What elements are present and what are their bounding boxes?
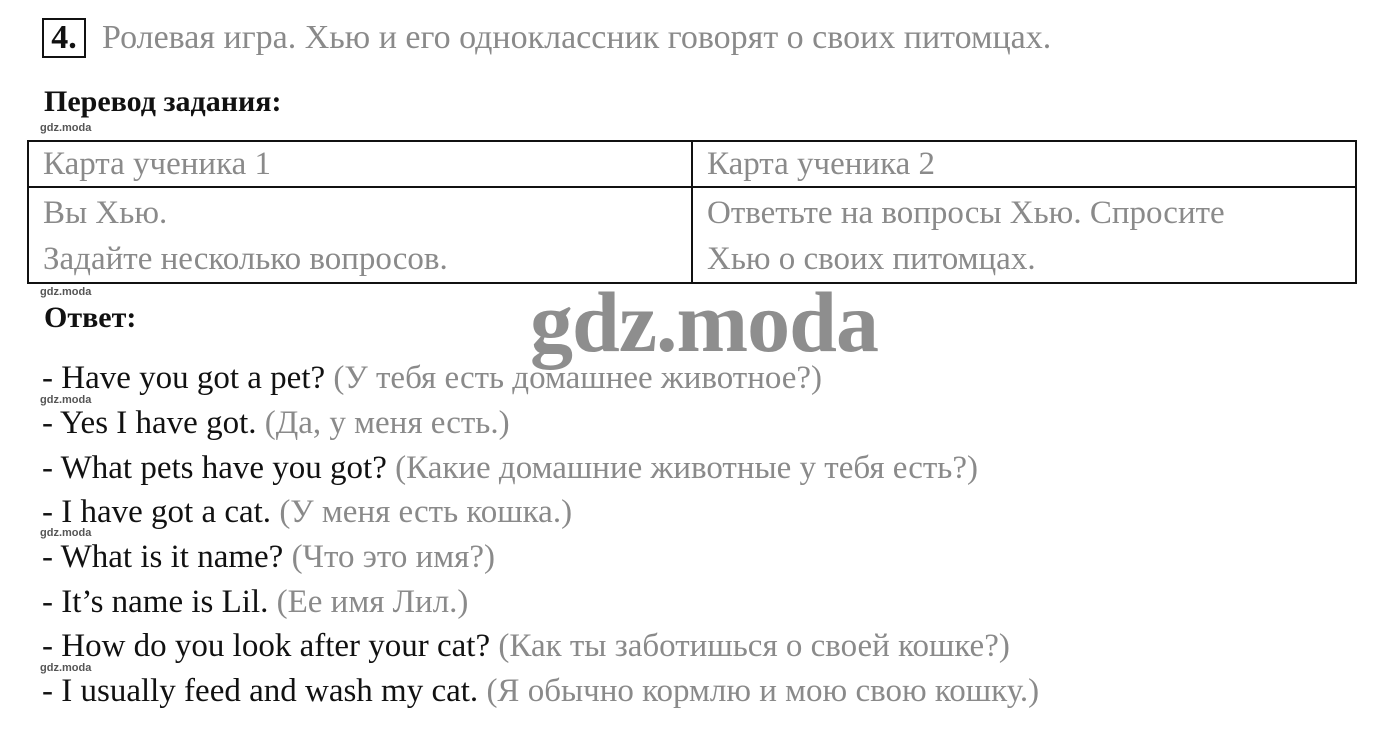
card-2-line: Ответьте на вопросы Хью. Спросите: [707, 195, 1225, 231]
dialogue-translation: (У тебя есть домашнее животное?): [333, 360, 823, 396]
card-1-line: Задайте несколько вопросов.: [43, 241, 448, 277]
dialogue-english: - How do you look after your cat?: [42, 628, 491, 664]
dialogue-line: [42, 490, 572, 534]
watermark-small: gdz.moda: [40, 122, 92, 134]
card-2-body: [692, 187, 1356, 283]
dialogue-translation: (Какие домашние животные у тебя есть?): [395, 450, 978, 486]
dialogue-english: - Have you got a pet?: [42, 360, 326, 396]
dialogue-translation: (У меня есть кошка.): [279, 494, 573, 530]
dialogue-line: [42, 356, 822, 400]
dialogue-line: [42, 669, 1039, 713]
card-1-body: [28, 187, 692, 283]
watermark-small: gdz.moda: [40, 286, 92, 298]
dialogue-line: [42, 446, 978, 490]
dialogue-line: [42, 624, 1010, 668]
dialogue-translation: (Я обычно кормлю и мою свою кошку.): [486, 673, 1040, 709]
dialogue-english: - What pets have you got?: [42, 450, 387, 486]
translation-heading: Перевод задания:: [44, 85, 282, 118]
dialogue-translation: (Да, у меня есть.): [264, 405, 510, 441]
dialogue-line: [42, 580, 468, 624]
dialogue-english: - What is it name?: [42, 539, 284, 575]
watermark-small: gdz.moda: [40, 662, 92, 674]
card-2-line: Хью о своих питомцах.: [707, 241, 1036, 277]
task-text: Ролевая игра. Хью и его одноклассник говорят о своих питомцах.: [102, 19, 1052, 56]
card-1-line: Вы Хью.: [43, 195, 168, 231]
dialogue-english: - Yes I have got.: [42, 405, 257, 441]
cards-table: [27, 140, 1357, 284]
dialogue-translation: (Ее имя Лил.): [276, 584, 469, 620]
card-2-header: Карта ученика 2: [692, 141, 1356, 187]
answer-heading: Ответ:: [44, 301, 137, 334]
task-number: 4.: [42, 18, 86, 58]
dialogue-line: [42, 535, 495, 579]
dialogue-english: - I usually feed and wash my cat.: [42, 673, 479, 709]
dialogue-translation: (Что это имя?): [291, 539, 495, 575]
dialogue-english: - I have got a cat.: [42, 494, 272, 530]
watermark-small: gdz.moda: [40, 527, 92, 539]
watermark-small: gdz.moda: [40, 394, 92, 406]
dialogue-line: [42, 401, 510, 445]
dialogue-translation: (Как ты заботишься о своей кошке?): [498, 628, 1010, 664]
card-1-header: Карта ученика 1: [28, 141, 692, 187]
dialogue-english: - It’s name is Lil.: [42, 584, 269, 620]
watermark-large: gdz.moda: [530, 274, 878, 370]
